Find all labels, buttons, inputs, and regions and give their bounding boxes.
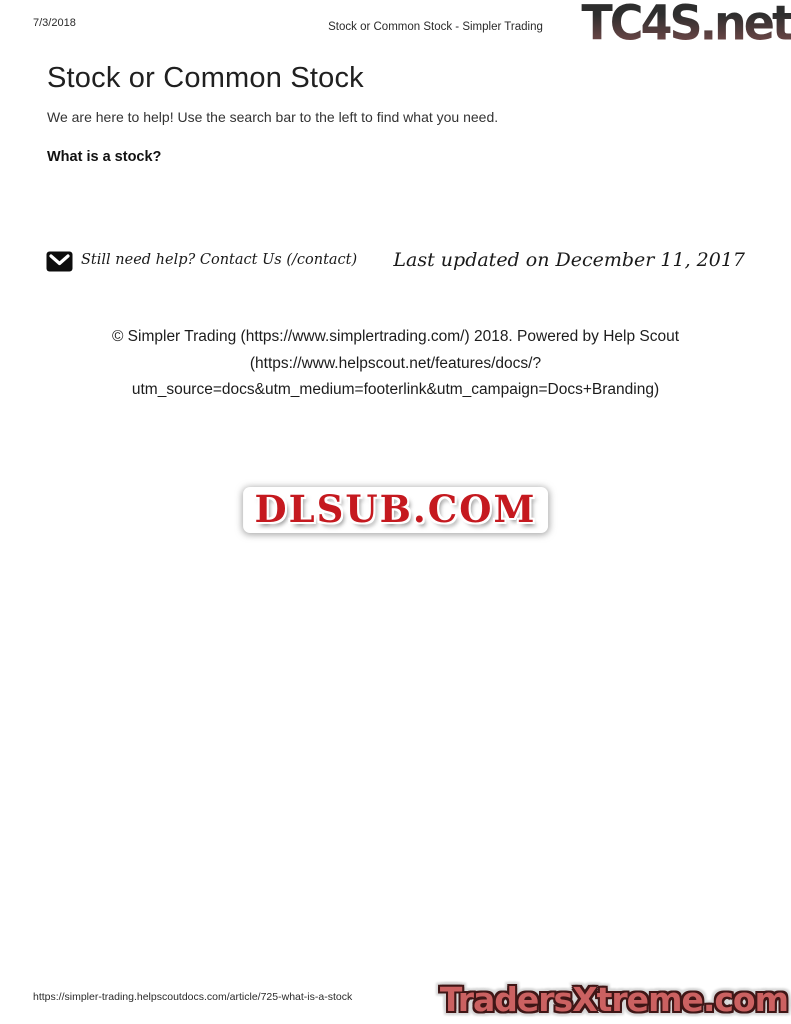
watermark-dlsub-box bbox=[243, 487, 549, 533]
print-header-title: Stock or Common Stock - Simpler Trading bbox=[328, 21, 543, 33]
footer-copyright bbox=[0, 324, 791, 404]
print-date: 7/3/2018 bbox=[33, 17, 76, 29]
watermark-dlsub: DLSUB.COM bbox=[254, 487, 537, 531]
footer-copyright-line3: utm_source=docs&utm_medium=footerlink&utm_campaign=Docs+Branding) bbox=[131, 381, 660, 398]
article-intro: We are here to help! Use the search bar to the left to find what you need. bbox=[47, 109, 499, 125]
watermark-tc4s: TC4S.net bbox=[581, 0, 791, 51]
print-footer-url: https://simpler-trading.helpscoutdocs.com/article/725-what-is-a-stock bbox=[33, 991, 353, 1003]
envelope-icon bbox=[46, 251, 73, 272]
article-title: Stock or Common Stock bbox=[47, 62, 364, 94]
contact-row bbox=[0, 248, 791, 278]
watermark-tradersxtreme: TradersXtreme.com bbox=[439, 980, 788, 1019]
last-updated-label: Last updated on December 11, 2017 bbox=[393, 249, 745, 271]
contact-link: Still need help? Contact Us (/contact) bbox=[81, 252, 358, 268]
footer-copyright-line2: (https://www.helpscout.net/features/docs/? bbox=[249, 354, 542, 372]
footer-copyright-line1: © Simpler Trading (https://www.simplertrading.com/) 2018. Powered by Help Scout bbox=[111, 328, 680, 345]
article-question-heading: What is a stock? bbox=[47, 149, 162, 165]
